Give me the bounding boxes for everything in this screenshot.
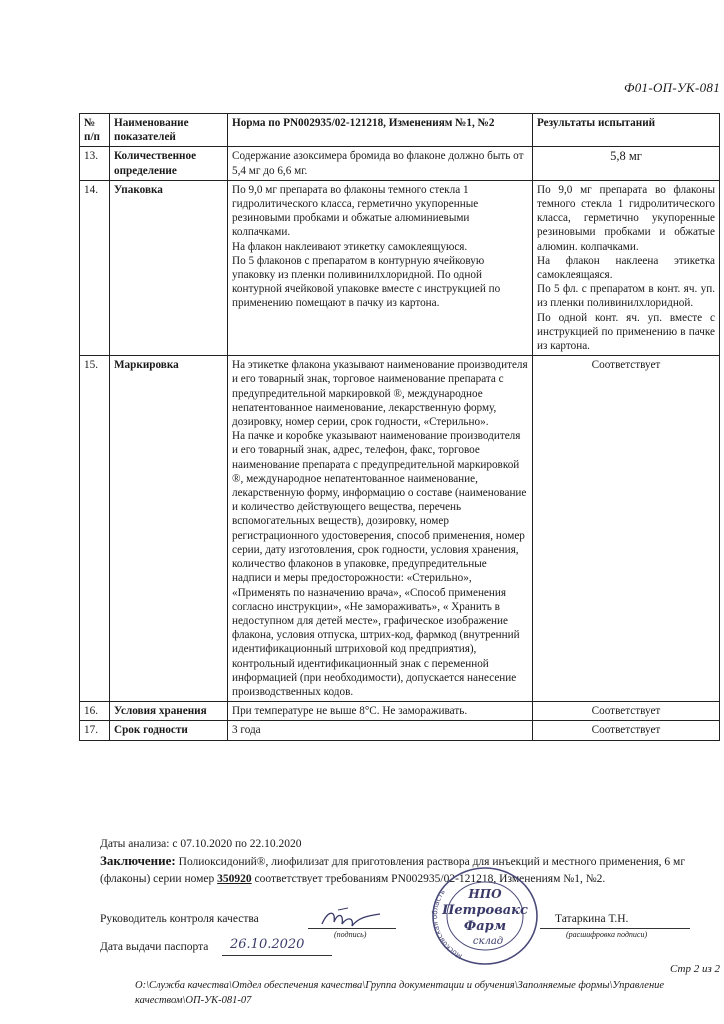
row-name: Срок годности — [110, 721, 228, 740]
norm-paragraph: На пачке и коробке указывают наименование производителя и его товарный знак, адрес, телефон, факс, торговое наименование препарата с предупредительной маркировкой ®, международное непатентованное наименование, лекарственную форму, информацию о составе (наименование и количество действующего вещества, перечень вспомогательных веществ), дозировку, номер регистрационного удостоверения, способ применения, номер серии, дату изготовления, срок годности, условия хранения, количество флаконов в упаковке, предупредительные надписи и меры предосторожности: «Стерильно», «Применять по назначению врача», «Способ применения согласно инструкции», «Не замораживать», « Хранить в недоступном для детей месте», графическое изображение флакона, условия отпуска, штрих-код, фармкод (внутренний идентификационный штриховой код предприятия), контрольный идентификационный знак с переменной информацией (при необходимости), допускается нанесение производственных кодов. — [232, 430, 527, 698]
norm-paragraph: По 5 флаконов с препаратом в контурную ячейковую упаковку из пленки поливинилхлоридной. По одной контурной ячейковой упаковке вместе с инструкцией по применению помещают в пачку из картона. — [232, 254, 501, 310]
norm-paragraph: Содержание азоксимера бромида во флаконе должно быть от 5,4 мг до 6,6 мг. — [232, 150, 524, 177]
qc-name-caption: (расшифровка подписи) — [566, 930, 648, 939]
conclusion-text-end: соответствует требованиям PN002935/02-121218, Изменениям №1, №2. — [254, 873, 606, 885]
row-num: 16. — [80, 702, 110, 721]
norm-paragraph: На флакон наклеивают этикетку самоклеящуюся. — [232, 240, 468, 253]
row-num: 13. — [80, 147, 110, 180]
row-result: Соответствует — [533, 702, 720, 721]
stamp-ring-text: Московская область — [431, 888, 464, 961]
qc-name: Татаркина Т.Н. — [555, 913, 629, 925]
qc-signature-scribble — [318, 906, 388, 932]
date-label: Дата выдачи паспорта — [100, 941, 209, 953]
table-row — [80, 721, 720, 740]
table-row — [80, 702, 720, 721]
table-row — [80, 180, 720, 355]
row-name: Условия хранения — [110, 702, 228, 721]
row-norm: При температуре не выше 8°С. Не замораживать. — [228, 702, 533, 721]
header-norm: Норма по PN002935/02-121218, Изменениям №1, №2 — [228, 114, 533, 147]
table-header-row — [80, 114, 720, 147]
file-path-footer: O:\Служба качества\Отдел обеспечения качества\Группа документации и обучения\Заполняемые формы\Управление качеством\ОП-УК-081-07 — [135, 980, 665, 1006]
conclusion-label: Заключение: — [100, 853, 176, 868]
document-code: Ф01-ОП-УК-081 — [624, 80, 720, 95]
row-norm — [228, 180, 533, 355]
row-num: 17. — [80, 721, 110, 740]
result-paragraph: По 5 фл. с препаратом в конт. яч. уп. из пленки поливинилхлоридной. — [537, 283, 715, 310]
date-row — [100, 941, 208, 953]
norm-paragraph: По 9,0 мг препарата во флаконы темного стекла 1 гидролитического класса, герметично укупоренные резиновыми пробками и обжатые алюминиевыми колпачками. — [232, 183, 479, 239]
qc-label: Руководитель контроля качества — [100, 913, 259, 925]
norm-paragraph: На этикетке флакона указывают наименование производителя и его товарный знак, торговое наименование препарата с предупредительной маркировкой ®, международное непатентованное наименование, лекарственную форму, дозировку, номер серии, срок годности, «Стерильно». — [232, 359, 528, 429]
date-value: 26.10.2020 — [230, 937, 305, 952]
row-num: 15. — [80, 356, 110, 702]
date-line — [222, 955, 332, 956]
row-result: Соответствует — [533, 356, 720, 702]
row-name: Количественное определение — [110, 147, 228, 180]
row-name: Упаковка — [110, 180, 228, 355]
lot-number: 350920 — [217, 873, 252, 885]
row-num: 14. — [80, 180, 110, 355]
row-name: Маркировка — [110, 356, 228, 702]
row-norm: 3 года — [228, 721, 533, 740]
header-name: Наименование показателей — [110, 114, 228, 147]
results-table — [79, 113, 720, 741]
page-number: Стр 2 из 2 — [670, 963, 720, 975]
row-result — [533, 180, 720, 355]
stamp-line-1: НПО — [468, 887, 502, 901]
analysis-dates: Даты анализа: с 07.10.2020 по 22.10.2020 — [100, 838, 302, 850]
conclusion-text: Полиоксидоний®, лиофилизат для приготовления раствора для инъекций и местного применения, 6 мг (флаконы) серии номер — [100, 856, 686, 885]
conclusion — [100, 852, 716, 888]
row-norm — [228, 147, 533, 180]
stamp-line-3: Фарм — [463, 919, 507, 934]
result-paragraph: На флакон наклеена этикетка самоклеящаяся. — [537, 254, 715, 282]
header-num: № п/п — [80, 114, 110, 147]
stamp-line-4: склад — [472, 936, 504, 947]
qc-name-line — [540, 928, 690, 929]
row-result: Соответствует — [533, 721, 720, 740]
table-row — [80, 147, 720, 180]
stamp-line-2: Петровакс — [442, 903, 528, 918]
qc-caption: (подпись) — [334, 930, 367, 939]
result-paragraph: По одной конт. яч. уп. вместе с инструкцией по применению в пачке из картона. — [537, 311, 715, 353]
row-result: 5,8 мг — [533, 147, 720, 180]
row-norm — [228, 356, 533, 702]
table-row — [80, 356, 720, 702]
header-result: Результаты испытаний — [533, 114, 720, 147]
result-paragraph: По 9,0 мг препарата во флаконы темного стекла 1 гидролитического класса, герметично укупоренные резиновыми пробками и обжатые алюмин. колпачками. — [537, 183, 715, 253]
